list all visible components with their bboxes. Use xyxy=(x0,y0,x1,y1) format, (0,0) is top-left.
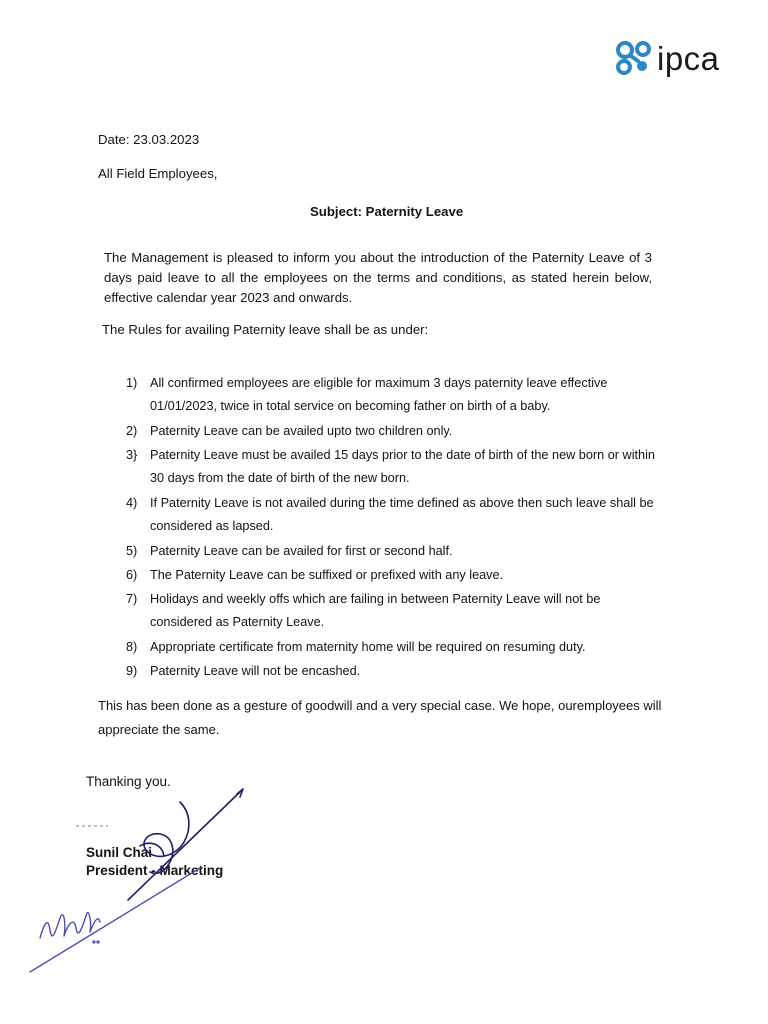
ipca-logo-icon xyxy=(612,36,656,80)
intro-paragraph: The Management is pleased to inform you about the introduction of the Paternity Leave of 3 days paid leave to all the employees on the terms and conditions, as stated herein below, effective calendar year 2023 and onwards. xyxy=(104,250,652,305)
closing-paragraph: This has been done as a gesture of goodwill and a very special case. We hope, ouremployees will appreciate the same. xyxy=(98,698,662,737)
list-item-number: 8) xyxy=(126,640,138,654)
list-item-text: Appropriate certificate from maternity home will be required on resuming duty. xyxy=(150,640,586,654)
list-item-text: Holidays and weekly offs which are failing in between Paternity Leave will not be considered as Paternity Leave. xyxy=(150,592,601,629)
signatory-name: Sunil Chai xyxy=(86,845,153,860)
list-item-text: If Paternity Leave is not availed during the time defined as above then such leave shall be considered as lapsed. xyxy=(150,496,654,533)
list-item-number: 3} xyxy=(126,448,138,462)
list-item-text: Paternity Leave can be availed for first or second half. xyxy=(150,544,453,558)
list-item-number: 6) xyxy=(126,568,138,582)
initials-mark xyxy=(30,868,200,972)
list-item-number: 1) xyxy=(126,376,138,390)
subject-line: Subject: Paternity Leave xyxy=(310,204,464,219)
letter-date: Date: 23.03.2023 xyxy=(98,132,200,147)
list-item-text: The Paternity Leave can be suffixed or prefixed with any leave. xyxy=(150,568,504,582)
company-name: ipca xyxy=(657,39,720,77)
list-item-number: 5) xyxy=(126,544,138,558)
thanks-line: Thanking you. xyxy=(86,774,171,789)
list-item-text: Paternity Leave can be availed upto two children only. xyxy=(150,424,453,438)
company-logo xyxy=(612,36,720,80)
list-item-number: 7) xyxy=(126,592,138,606)
salutation: All Field Employees, xyxy=(98,166,218,181)
list-item-text: Paternity Leave must be availed 15 days prior to the date of birth of the new born or within 30 days from the date of birth of the new born. xyxy=(150,448,655,485)
list-item-text: All confirmed employees are eligible for maximum 3 days paternity leave effective 01/01/2023, twice in total service on becoming father on birth of a baby. xyxy=(150,376,608,413)
list-item-number: 4) xyxy=(126,496,138,510)
list-item-number: 9) xyxy=(126,664,138,678)
signatory-title: President - Marketing xyxy=(86,863,224,878)
rules-heading: The Rules for availing Paternity leave shall be as under: xyxy=(102,322,429,337)
list-item-text: Paternity Leave will not be encashed. xyxy=(150,664,361,678)
list-item-number: 2) xyxy=(126,424,138,438)
